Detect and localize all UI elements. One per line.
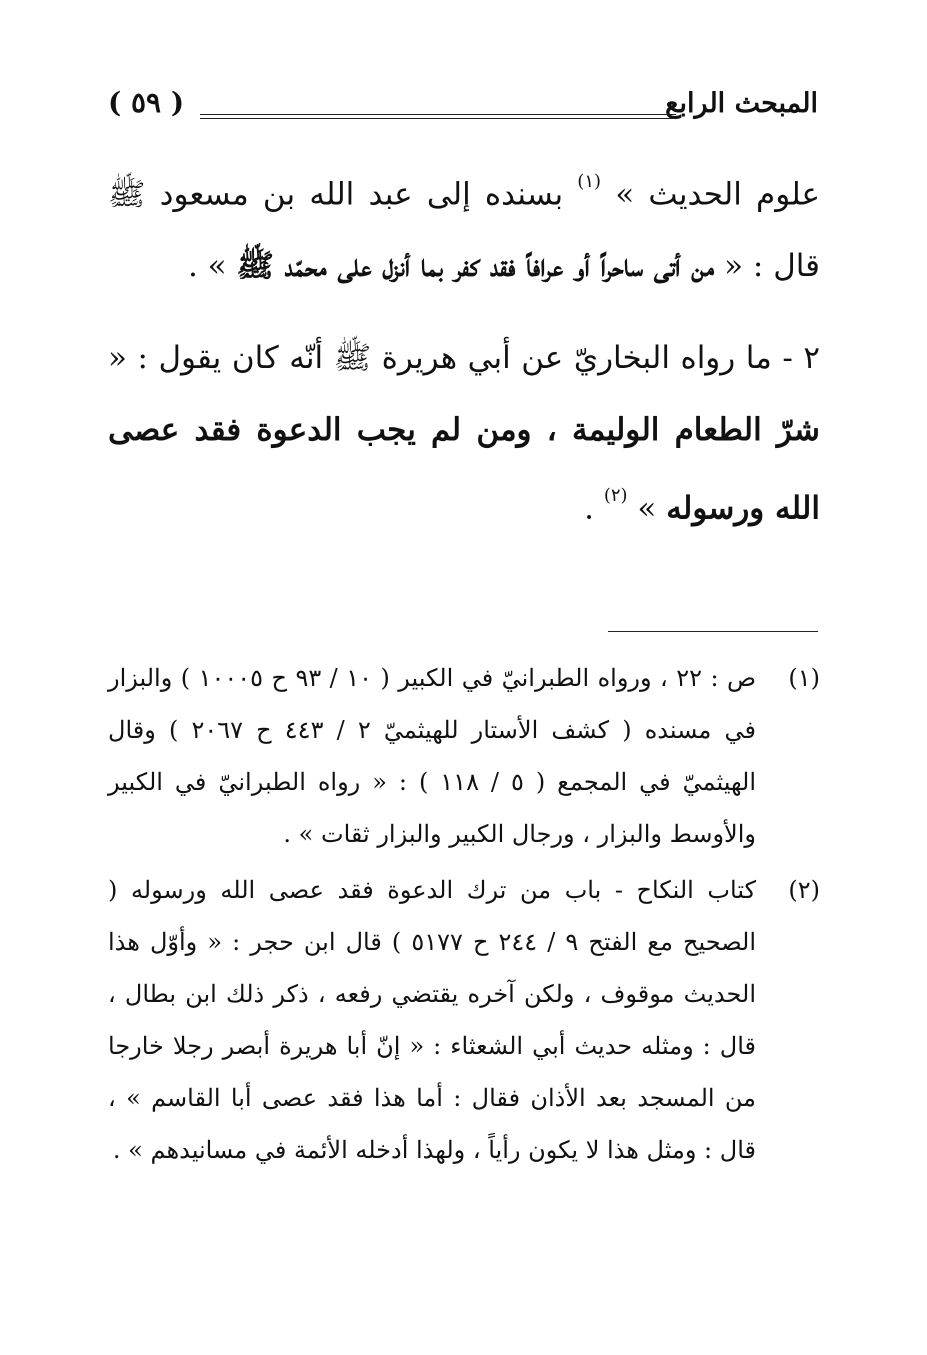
page-header <box>108 80 818 130</box>
hadith-quote-2: شرّ الطعام الوليمة ، ومن لم يجب الدعوة فقد عصى الله ورسوله <box>108 412 820 527</box>
footnote-number: (٢) <box>788 876 820 904</box>
footnote-separator <box>608 631 818 632</box>
p2-text-1: ٢ - ما رواه البخاريّ عن أبي هريرة ﷺ أنّه كان يقول : « <box>108 340 820 377</box>
footnote-2 <box>108 864 820 1176</box>
chapter-title: المبحث الرابع <box>665 88 818 119</box>
footnote-ref-1[interactable]: (١) <box>577 171 602 192</box>
main-text <box>108 152 820 545</box>
p1-text-3: » . <box>187 248 237 285</box>
hadith-quote-1: من أتى ساحراً أو عرافاً فقد كفر بما أنزل على محمّد ﷺ <box>236 248 715 285</box>
footnote-text: كتاب النكاح - باب من ترك الدعوة فقد عصى الله ورسوله ( الصحيح مع الفتح ٩ / ٢٤٤ ح ٥١٧٧ ) قال ابن حجر : « وأوّل هذا الحديث موقوف ، ولكن آخره يقتضي رفعه ، ذكر ذلك ابن بطال ، قال : ومثله حديث أبي الشعثاء : « إنّ أبا هريرة أبصر رجلا خارجا من المسجد بعد الأذان فقال : أما هذا فقد عصى أبا القاسم » ، قال : ومثل هذا لا يكون رأياً ، ولهذا أدخله الأئمة في مسانيدهم » . <box>108 876 757 1164</box>
footnote-number: (١) <box>788 664 820 692</box>
p2-text-2: » <box>627 490 667 527</box>
header-rule-second <box>200 118 676 119</box>
page-number: ( ٥٩ ) <box>108 86 185 119</box>
footnote-ref-2[interactable]: (٢) <box>603 485 628 507</box>
footnote-1 <box>108 652 820 860</box>
paragraph-1 <box>108 152 820 302</box>
p1-text-1: علوم الحديث » <box>601 176 820 213</box>
footnotes <box>108 652 820 1180</box>
paragraph-2 <box>108 322 820 544</box>
p1-text-2: بسنده إلى عبد الله بن مسعود ﷺ قال : « <box>108 176 820 285</box>
header-rule <box>200 114 676 115</box>
footnote-text: ص : ٢٢ ، ورواه الطبرانيّ في الكبير ( ١٠ / ٩٣ ح ١٠٠٠٥ ) والبزار في مسنده ( كشف الأستار للهيثميّ ٢ / ٤٤٣ ح ٢٠٦٧ ) وقال الهيثميّ في المجمع ( ٥ / ١١٨ ) : « رواه الطبرانيّ في الكبير والأوسط والبزار ، ورجال الكبير والبزار ثقات » . <box>108 664 757 848</box>
p2-text-3: . <box>584 490 604 527</box>
